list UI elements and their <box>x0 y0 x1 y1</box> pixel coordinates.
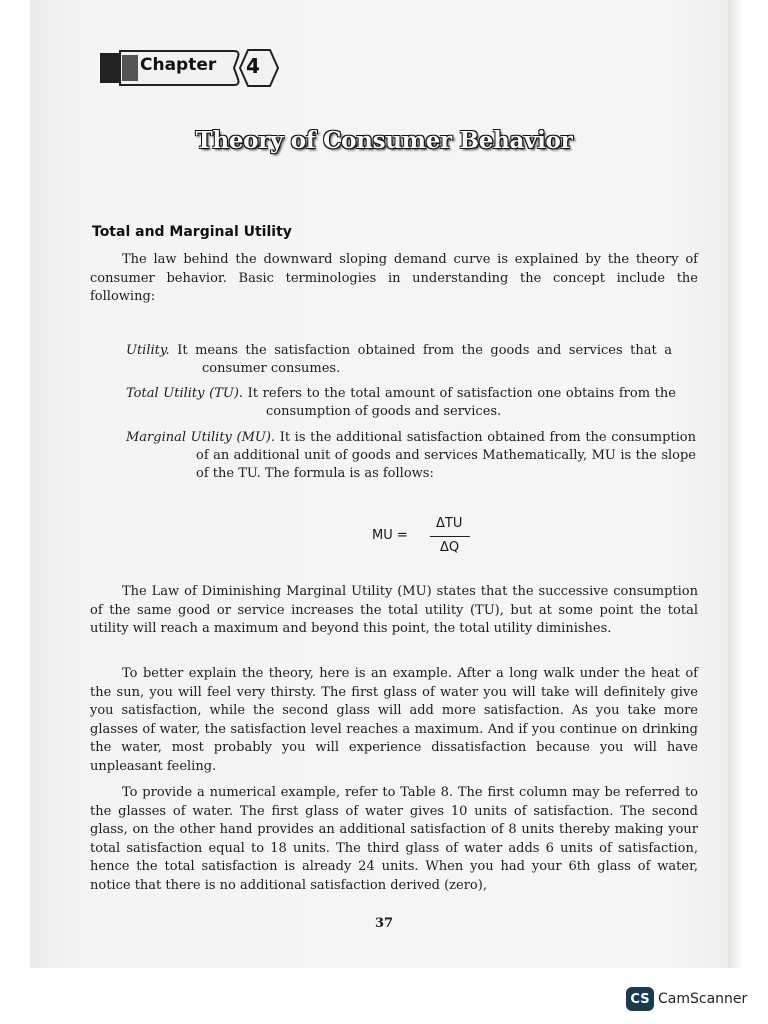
formula-numerator: ΔTU <box>436 516 463 531</box>
chapter-label: Chapter <box>140 55 217 75</box>
definition-text: It is the additional satisfaction obtained from the consumption of an additional unit of goods and services Mathematically, MU is the slope of the TU. The formula is as follows: <box>196 430 696 481</box>
law-paragraph: The Law of Diminishing Marginal Utility (MU) states that the successive consumption of the same good or service increases the total utility (TU), but at some point the total utility will reach a maximum and beyond this point, the total utility diminishes. <box>90 584 698 636</box>
definition-term: Marginal Utility (MU). <box>126 430 276 445</box>
numerical-example-paragraph: To provide a numerical example, refer to Table 8. The first column may be referred to the glasses of water. The first glass of water gives 10 units of satisfaction. The second glass, on the other hand provides an additional satisfaction of 8 units thereby making your total satisfaction equal to 18 units. The third glass of water adds 6 units of satisfaction, hence the total satisfaction is already 24 units. When you had your 6th glass of water, notice that there is no additional satisfaction derived (zero), <box>90 785 698 893</box>
definition-text: It means the satisfaction obtained from the goods and services that a consumer consumes. <box>177 343 673 376</box>
definition-marginal-utility <box>126 429 696 483</box>
mu-formula <box>372 516 492 560</box>
definition-text: It refers to the total amount of satisfaction one obtains from the consumption of goods and services. <box>247 386 676 419</box>
formula-lhs: MU = <box>372 528 408 543</box>
camscanner-text: CamScanner <box>658 991 748 1007</box>
chapter-number: 4 <box>246 54 260 78</box>
definition-total-utility <box>126 385 676 421</box>
intro-paragraph: The law behind the downward sloping demand curve is explained by the theory of consumer behavior. Basic terminologies in understanding the concept include the following: <box>90 252 698 304</box>
definition-term: Utility. <box>126 343 170 358</box>
camscanner-logo: CS <box>626 987 654 1011</box>
example-paragraph: To better explain the theory, here is an example. After a long walk under the heat of the sun, you will feel very thirsty. The first glass of water you will take will definitely give you satisfaction, while the second glass will add more satisfaction. As you take more glasses of water, the satisfaction level reaches a maximum. And if you continue on drinking the water, most probably you will experience dissatisfaction because you will have unpleasant feeling. <box>90 666 698 774</box>
definition-utility <box>126 342 672 378</box>
definition-term: Total Utility (TU). <box>126 386 244 401</box>
camscanner-watermark <box>626 985 747 1013</box>
section-heading: Total and Marginal Utility <box>92 224 292 240</box>
chapter-title: Theory of Consumer Behavior <box>195 127 573 154</box>
fraction-bar <box>430 536 470 537</box>
formula-denominator: ΔQ <box>440 540 460 555</box>
page-number: 37 <box>374 916 394 931</box>
chapter-banner <box>98 47 280 89</box>
